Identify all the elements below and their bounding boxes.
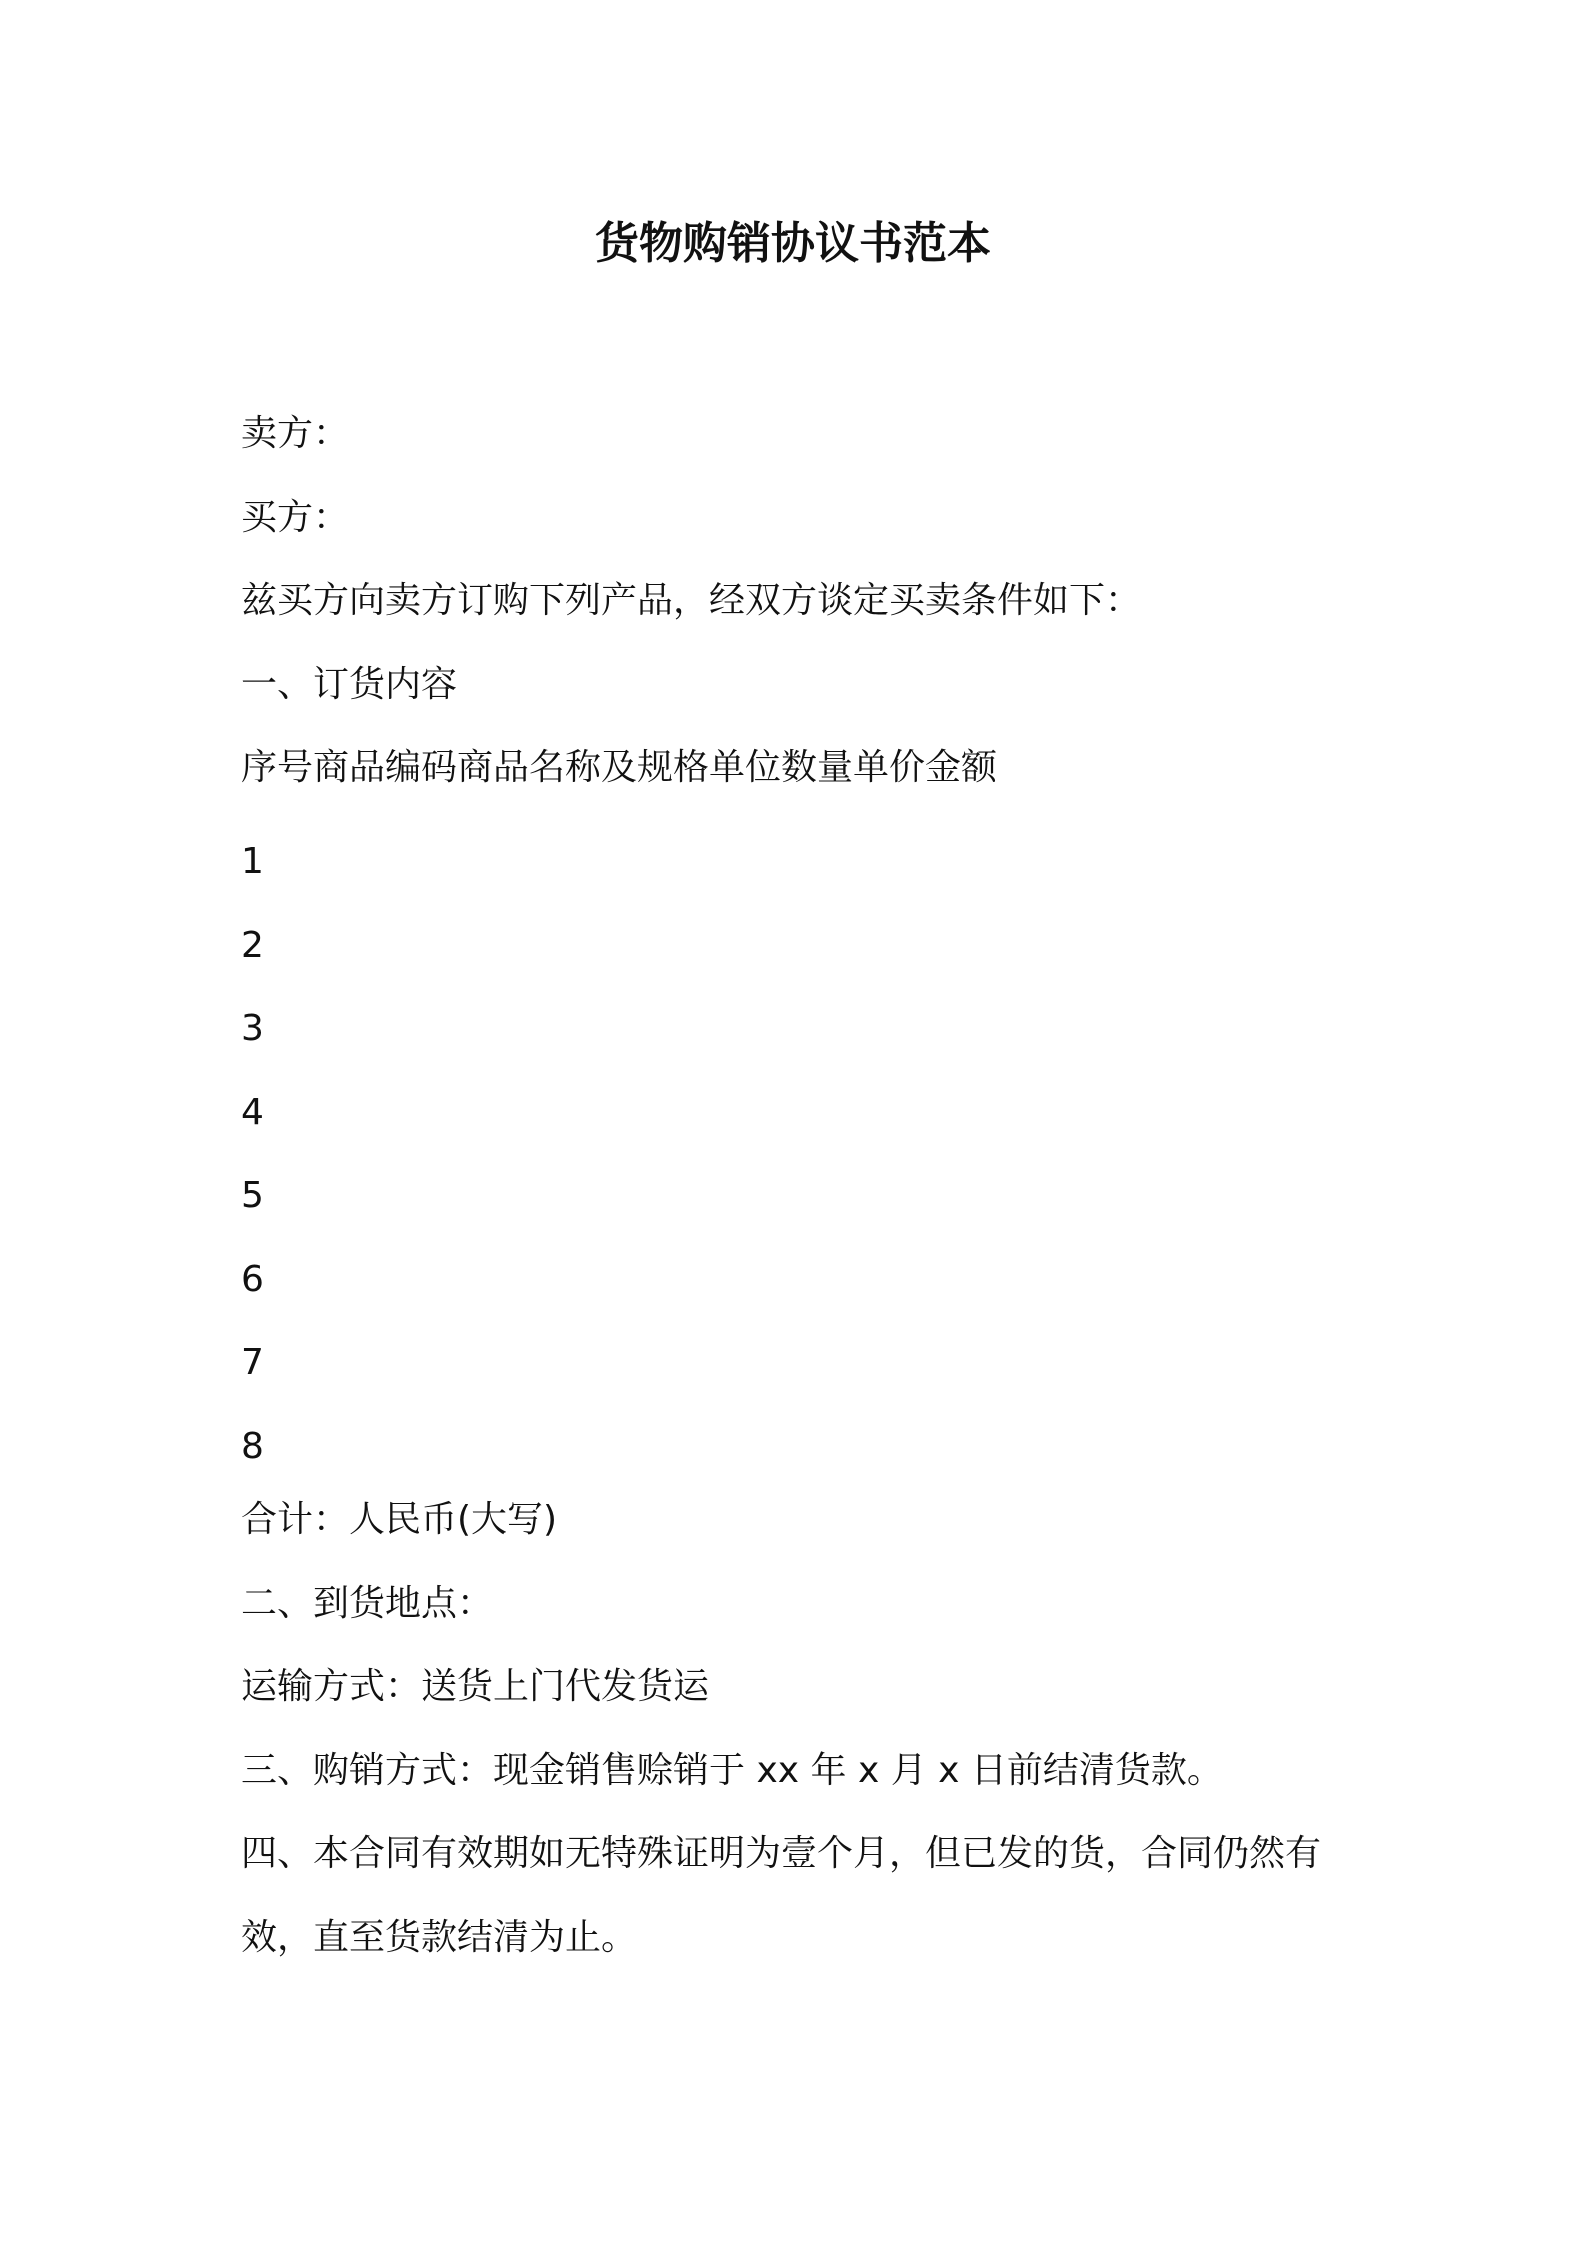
section4-line-2: 效，直至货款结清为止。 bbox=[241, 1917, 638, 1958]
buyer-label: 买方： bbox=[241, 497, 350, 538]
order-row-number: 5 bbox=[241, 1175, 264, 1216]
intro-text: 兹买方向卖方订购下列产品，经双方谈定买卖条件如下： bbox=[241, 580, 1142, 621]
order-row-number: 2 bbox=[241, 925, 264, 966]
order-table-header: 序号商品编码商品名称及规格单位数量单价金额 bbox=[241, 747, 998, 788]
seller-label: 卖方： bbox=[241, 413, 350, 454]
order-row-number: 4 bbox=[241, 1092, 264, 1133]
order-row-number: 8 bbox=[241, 1426, 264, 1467]
total-line: 合计：人民币(大写) bbox=[241, 1499, 558, 1540]
section3-line: 三、购销方式：现金销售赊销于 xx 年 x 月 x 日前结清货款。 bbox=[241, 1750, 1223, 1791]
section1-heading: 一、订货内容 bbox=[241, 664, 458, 705]
order-row-number: 3 bbox=[241, 1008, 264, 1049]
document-title: 货物购销协议书范本 bbox=[595, 218, 991, 269]
section2-heading: 二、到货地点： bbox=[241, 1583, 494, 1624]
order-row-number: 7 bbox=[241, 1342, 264, 1383]
order-row-number: 6 bbox=[241, 1259, 264, 1300]
transport-line: 运输方式：送货上门代发货运 bbox=[241, 1666, 710, 1707]
order-row-number: 1 bbox=[241, 841, 264, 882]
section4-line-1: 四、本合同有效期如无特殊证明为壹个月，但已发的货，合同仍然有 bbox=[241, 1833, 1322, 1874]
